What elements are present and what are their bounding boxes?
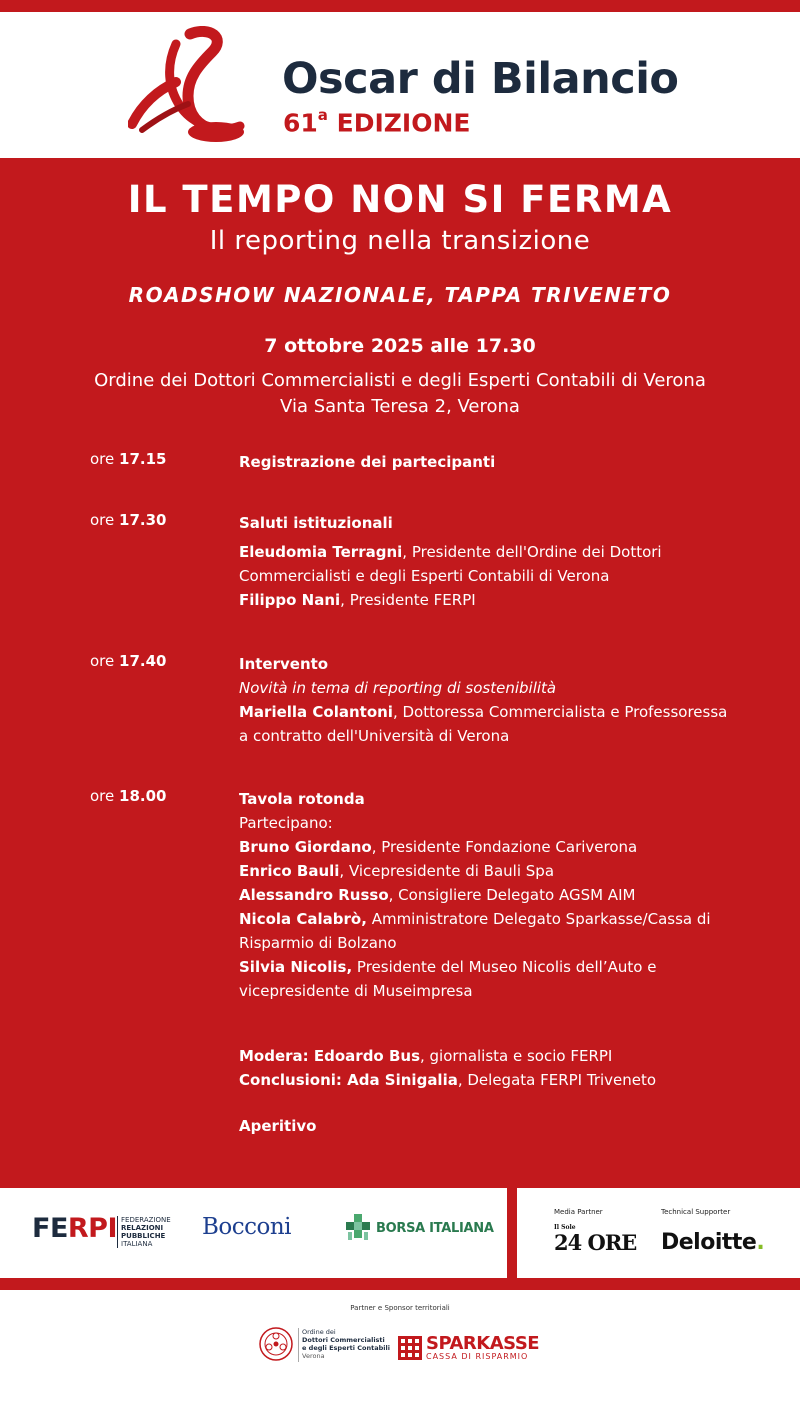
- sparkasse-logo: [398, 1333, 558, 1366]
- agenda-title: Registrazione dei partecipanti: [239, 453, 496, 471]
- agenda-time: ore 17.30: [90, 511, 167, 529]
- speaker-line: Alessandro Russo, Consigliere Delegato AGSM AIM: [239, 886, 636, 904]
- territorial-partners-label: Partner e Sponsor territoriali: [350, 1304, 450, 1312]
- event-panel: [0, 158, 800, 1182]
- brand-title: Oscar di Bilancio: [282, 54, 679, 104]
- agenda-time: ore 17.15: [90, 450, 167, 468]
- speaker-line: Enrico Bauli, Vicepresidente di Bauli Spa: [239, 862, 555, 880]
- speaker-role-continued: Risparmio di Bolzano: [239, 934, 397, 952]
- event-title: IL TEMPO NON SI FERMA: [127, 178, 673, 221]
- speaker-line: Silvia Nicolis, Presidente del Museo Nicolis dell’Auto e: [239, 958, 657, 976]
- roadshow-label: ROADSHOW NAZIONALE, TAPPA TRIVENETO: [128, 283, 672, 307]
- borsa-italiana-logo-icon: [344, 1214, 372, 1242]
- borsa-italiana-wordmark: BORSA ITALIANA: [376, 1221, 494, 1236]
- conclusions-line: Conclusioni: Ada Sinigalia, Delegata FERPI Triveneto: [239, 1071, 657, 1089]
- venue-organization: Ordine dei Dottori Commercialisti e degli Esperti Contabili di Verona: [94, 370, 706, 391]
- sparkasse-wordmark: SPARKASSE: [426, 1333, 540, 1354]
- sole-24-ore-logo: 24 ORE: [554, 1230, 637, 1255]
- agenda-time: ore 17.40: [90, 652, 167, 670]
- speaker-line: Eleudomia Terragni, Presidente dell'Ordine dei Dottori: [239, 543, 662, 561]
- odcec-emblem-icon: [258, 1326, 294, 1362]
- event-datetime: 7 ottobre 2025 alle 17.30: [264, 335, 536, 357]
- sparkasse-logo-icon: [398, 1336, 422, 1360]
- speaker-line: Filippo Nani, Presidente FERPI: [239, 591, 476, 609]
- agenda-title: Tavola rotonda: [239, 790, 365, 808]
- sole-24-ore-small-text: Il Sole: [554, 1224, 576, 1231]
- odcec-verona-logo: [258, 1326, 390, 1366]
- speaker-role-continued: a contratto dell'Università di Verona: [239, 727, 510, 745]
- deloitte-logo: Deloitte.: [661, 1230, 765, 1255]
- agenda-title: Intervento: [239, 655, 329, 673]
- agenda-time: ore 18.00: [90, 787, 167, 805]
- agenda-content: [239, 787, 739, 1003]
- ferpi-subtitle: FEDERAZIONE RELAZIONI PUBBLICHE ITALIANA: [117, 1216, 171, 1248]
- oscar-ribbon-logo-icon: [128, 26, 252, 146]
- agenda-intro: Partecipano:: [239, 814, 333, 832]
- speaker-role-continued: vicepresidente di Museimpresa: [239, 982, 473, 1000]
- event-subtitle: Il reporting nella transizione: [209, 226, 591, 256]
- technical-supporter-label: Technical Supporter: [661, 1208, 731, 1216]
- edition-number: 61: [283, 108, 318, 138]
- media-partner-label: Media Partner: [554, 1208, 603, 1216]
- ferpi-logo: [32, 1213, 171, 1248]
- top-border: [0, 0, 800, 12]
- agenda-title: Saluti istituzionali: [239, 514, 393, 532]
- odcec-text: Ordine dei Dottori Commercialisti e degli Esperti Contabili Verona: [302, 1328, 390, 1360]
- agenda-topic: Novità in tema di reporting di sostenibilità: [239, 679, 557, 697]
- sparkasse-subtitle: CASSA DI RISPARMIO: [426, 1352, 529, 1361]
- header: [0, 12, 800, 158]
- edition-word: EDIZIONE: [336, 108, 471, 138]
- closing-content: [239, 1044, 739, 1138]
- aperitivo-label: Aperitivo: [239, 1117, 317, 1135]
- agenda-content: [239, 511, 739, 612]
- speaker-line: Mariella Colantoni, Dottoressa Commercialista e Professoressa: [239, 703, 728, 721]
- agenda-content: [239, 652, 739, 748]
- edition-superscript: a: [317, 106, 328, 124]
- odcec-divider: [298, 1328, 299, 1362]
- borsa-italiana-logo: [344, 1214, 494, 1244]
- agenda-content: [239, 450, 739, 474]
- venue-address: Via Santa Teresa 2, Verona: [280, 396, 520, 417]
- speaker-line: Bruno Giordano, Presidente Fondazione Cariverona: [239, 838, 638, 856]
- edition-label: [283, 108, 470, 137]
- bocconi-logo: Bocconi: [202, 1214, 292, 1240]
- moderator-line: Modera: Edoardo Bus, giornalista e socio FERPI: [239, 1047, 613, 1065]
- speaker-role-continued: Commercialisti e degli Esperti Contabili di Verona: [239, 567, 610, 585]
- speaker-line: Nicola Calabrò, Amministratore Delegato Sparkasse/Cassa di: [239, 910, 711, 928]
- ferpi-wordmark: FERPI: [32, 1213, 118, 1244]
